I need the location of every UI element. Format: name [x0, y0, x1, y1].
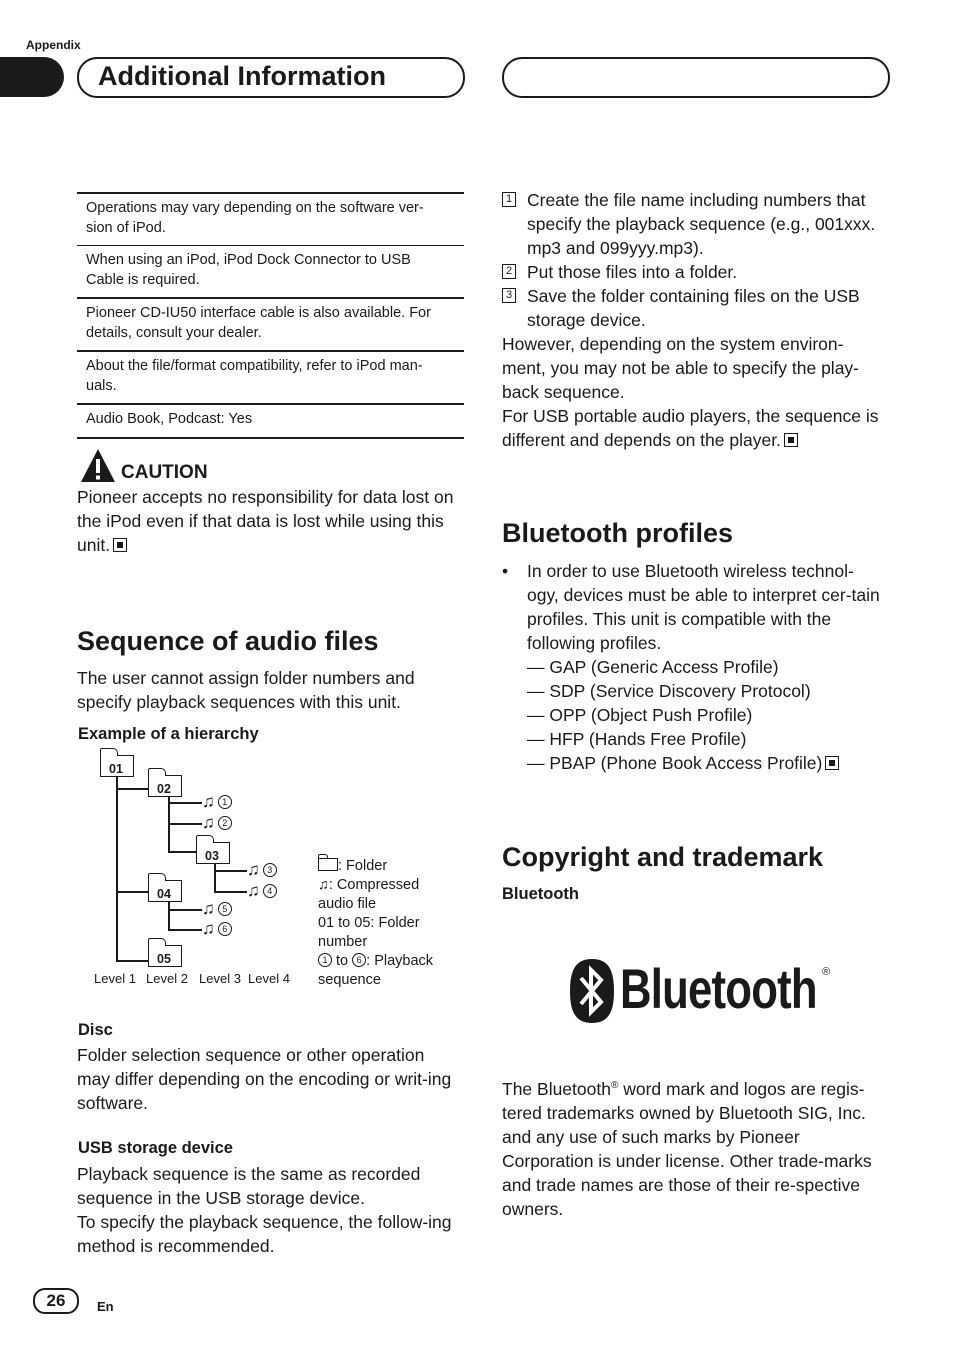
bluetooth-profiles-list [502, 559, 882, 775]
folder-icon [148, 945, 182, 967]
bluetooth-subheading: Bluetooth [502, 885, 579, 903]
music-note-icon: ♫ [318, 877, 329, 893]
section-label: Appendix [26, 38, 81, 52]
language-label: En [97, 1299, 114, 1314]
step-item [502, 260, 882, 284]
tree-line [168, 929, 202, 931]
note-row: Pioneer CD-IU50 interface cable is also available. For details, consult your dealer. [77, 299, 464, 352]
legend-file: : Compressed audio file [318, 877, 420, 912]
example-heading: Example of a hierarchy [78, 725, 259, 743]
right-title-pill [502, 57, 890, 98]
caution-text-content: Pioneer accepts no responsibility for data lost on the iPod even if that data is lost while using this unit. [77, 487, 454, 555]
tree-line [116, 960, 151, 962]
music-note-icon: ♫ [202, 919, 215, 938]
folder-number: 05 [157, 952, 171, 966]
section-tab-marker [0, 57, 64, 97]
step-text: Put those files into a folder. [527, 262, 738, 282]
caution-label: CAUTION [121, 462, 208, 483]
diagram-legend [318, 857, 458, 990]
folder-number: 04 [157, 887, 171, 901]
page-number: 26 [33, 1288, 79, 1314]
copyright-heading: Copyright and trademark [502, 842, 824, 872]
music-note-icon: ♫ [247, 860, 260, 879]
music-note-icon: ♫ [202, 899, 215, 918]
sequence-number: 1 [218, 795, 232, 809]
audio-file [202, 793, 232, 811]
bluetooth-logo-wordmark: Bluetooth [620, 957, 817, 1020]
sequence-number: 3 [263, 863, 277, 877]
sequence-number: 6 [218, 922, 232, 936]
end-mark-icon [113, 538, 127, 552]
note-row: About the file/format compatibility, refer to iPod man-uals. [77, 352, 464, 405]
tree-line [214, 863, 216, 892]
tree-line [116, 775, 118, 961]
tree-line [214, 891, 247, 893]
folder-icon [196, 842, 230, 864]
step-text: Save the folder containing files on the USB storage device. [527, 286, 860, 330]
profile-item: — SDP (Service Discovery Protocol) [527, 681, 811, 701]
steps-note-text: For USB portable audio players, the sequence is different and depends on the player. [502, 406, 879, 450]
tree-line [214, 870, 247, 872]
copyright-text [502, 1074, 892, 1221]
folder-icon [148, 880, 182, 902]
tree-line [116, 788, 151, 790]
caution-text [77, 485, 467, 557]
folder-icon [148, 775, 182, 797]
legend-sequence [318, 952, 458, 990]
step-number: 2 [502, 264, 516, 279]
ipod-notes-table [77, 192, 464, 439]
usb-heading: USB storage device [78, 1139, 233, 1157]
music-note-icon: ♫ [202, 813, 215, 832]
folder-number: 03 [205, 849, 219, 863]
step-number: 1 [502, 192, 516, 207]
disc-heading: Disc [78, 1021, 113, 1039]
audio-file [202, 814, 232, 832]
folder-number: 02 [157, 782, 171, 796]
step-item [502, 284, 882, 332]
level-label: Level 2 [146, 971, 188, 986]
steps-note [502, 404, 882, 452]
music-note-icon: ♫ [247, 881, 260, 900]
folder-icon [318, 858, 338, 871]
bluetooth-logo-icon [567, 957, 617, 1025]
tree-line [168, 900, 170, 930]
audio-file [202, 920, 232, 938]
sequence-intro: The user cannot assign folder numbers and specify playback sequences with this unit. [77, 668, 415, 712]
legend-sequence-to: to [332, 953, 353, 969]
profile-item [502, 751, 882, 775]
profile-item: — HFP (Hands Free Profile) [527, 729, 747, 749]
sequence-number: 1 [318, 953, 332, 967]
steps-note: However, depending on the system environ-ment, you may not be able to specify the play-back sequence. [502, 334, 859, 402]
sequence-heading: Sequence of audio files [77, 626, 379, 656]
disc-text: Folder selection sequence or other operation may differ depending on the encoding or writ-ing software. [77, 1045, 452, 1113]
legend-folder: : Folder [338, 858, 388, 874]
registered-mark: ® [610, 1080, 619, 1091]
sequence-number: 6 [352, 953, 366, 967]
legend-sequence-text: : Playback sequence [318, 953, 434, 988]
note-row: When using an iPod, iPod Dock Connector to USB Cable is required. [77, 246, 464, 299]
registered-mark: ® [822, 966, 831, 978]
list-item: • In order to use Bluetooth wireless technol-ogy, devices must be able to interpret cer-tain profiles. This unit is compatible with the following profiles. [502, 559, 882, 655]
level-label: Level 1 [94, 971, 136, 986]
warning-icon [80, 448, 116, 484]
level-label: Level 4 [248, 971, 290, 986]
step-item [502, 188, 882, 260]
step-text: Create the file name including numbers that specify the playback sequence (e.g., 001xxx. mp3 and 099yyy.mp3). [527, 190, 876, 258]
folder-icon [100, 755, 134, 777]
level-label: Level 3 [199, 971, 241, 986]
sequence-number: 5 [218, 902, 232, 916]
profile-item: — OPP (Object Push Profile) [527, 705, 753, 725]
tree-line [168, 909, 202, 911]
bluetooth-profiles-heading: Bluetooth profiles [502, 518, 733, 548]
tree-line [168, 802, 202, 804]
tree-line [168, 823, 202, 825]
legend-folder-number: 01 to 05: Folder number [318, 915, 420, 950]
sequence-number: 4 [263, 884, 277, 898]
folder-number: 01 [109, 762, 123, 776]
audio-file [247, 882, 277, 900]
tree-line [168, 851, 196, 853]
note-row: Operations may vary depending on the software ver-sion of iPod. [77, 194, 464, 246]
tree-line [116, 891, 151, 893]
end-mark-icon [825, 756, 839, 770]
end-mark-icon [784, 433, 798, 447]
music-note-icon: ♫ [202, 792, 215, 811]
usb-text [77, 1162, 462, 1258]
note-row: Audio Book, Podcast: Yes [77, 405, 464, 439]
usb-text-paragraph: Playback sequence is the same as recorded sequence in the USB storage device. [77, 1164, 421, 1208]
profile-item: — GAP (Generic Access Profile) [527, 657, 779, 677]
copyright-text-start: The Bluetooth [502, 1078, 611, 1099]
audio-file [202, 900, 232, 918]
copyright-text-rest: word mark and logos are regis-tered trademarks owned by Bluetooth SIG, Inc. and any use of such marks by Pioneer Corporation is under license. Other trade-marks and trade names are those of their re-spective owners. [502, 1078, 872, 1219]
page-title: Additional Information [98, 61, 386, 91]
step-number: 3 [502, 288, 516, 303]
sequence-number: 2 [218, 816, 232, 830]
usb-text-paragraph: To specify the playback sequence, the follow-ing method is recommended. [77, 1212, 452, 1256]
profile-item-text: — PBAP (Phone Book Access Profile) [527, 753, 823, 773]
audio-file [247, 861, 277, 879]
playback-steps [502, 188, 882, 452]
